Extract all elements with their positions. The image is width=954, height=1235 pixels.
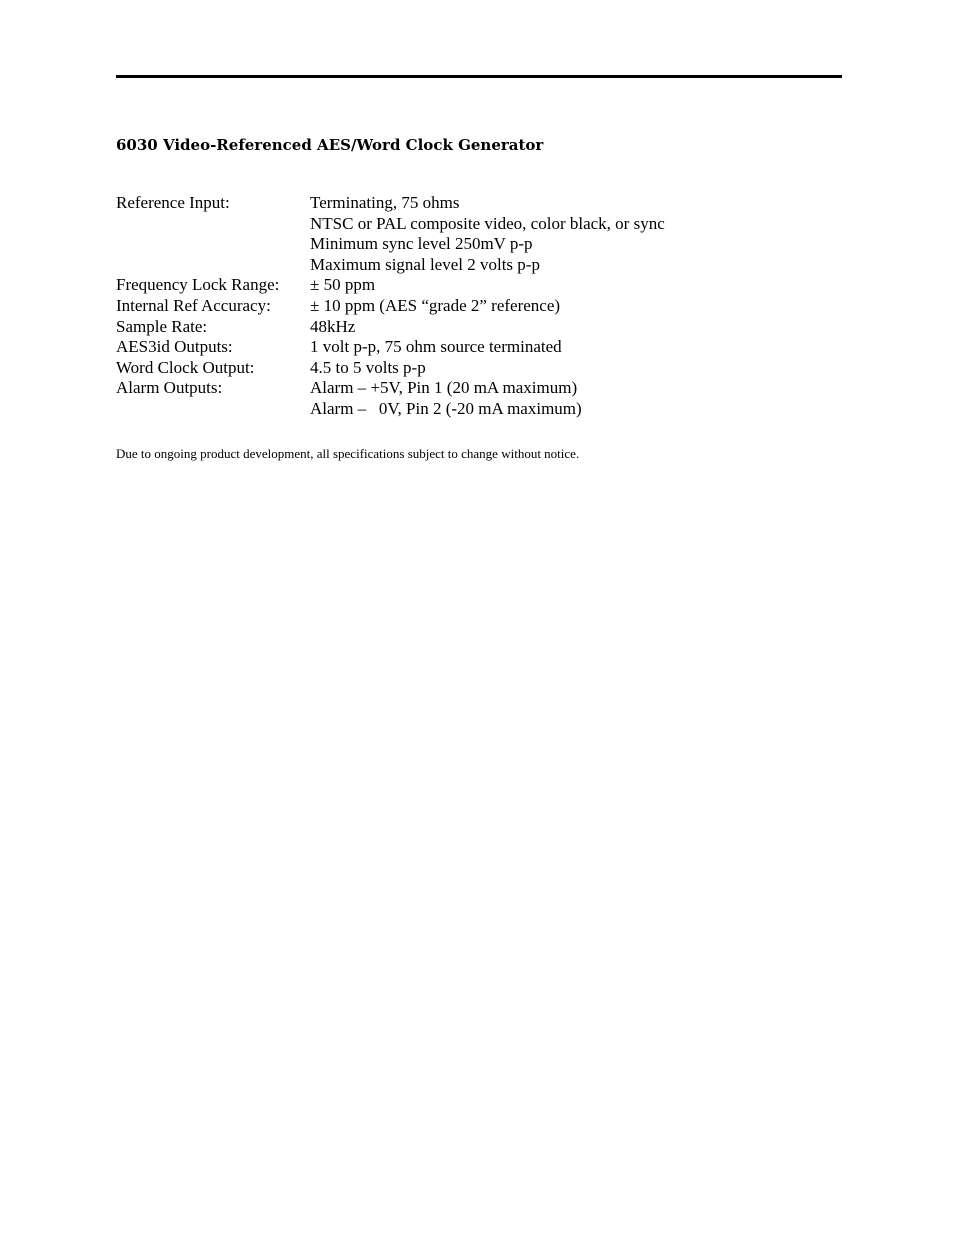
spec-row-internal-ref-accuracy [116, 296, 796, 317]
spec-row-word-clock-output [116, 358, 796, 379]
spec-value: 4.5 to 5 volts p-p [310, 357, 426, 377]
spec-value: Minimum sync level 250mV p-p [310, 234, 533, 254]
spec-label: AES3id Outputs: [116, 337, 233, 357]
top-rule [116, 75, 842, 78]
spec-row-reference-input [116, 193, 796, 275]
spec-value: NTSC or PAL composite video, color black, or sync [310, 213, 665, 233]
spec-row-alarm-outputs [116, 378, 796, 419]
spec-values [310, 275, 796, 296]
footnote: Due to ongoing product development, all specifications subject to change without notice. [116, 446, 580, 461]
spec-value: Alarm – +5V, Pin 1 (20 mA maximum) [310, 378, 578, 398]
spec-value: 48kHz [310, 316, 356, 336]
spec-values [310, 193, 796, 275]
spec-label: Word Clock Output: [116, 357, 255, 377]
spec-value: 1 volt p-p, 75 ohm source terminated [310, 337, 562, 357]
spec-values [310, 317, 796, 338]
spec-table [116, 193, 796, 420]
spec-label: Alarm Outputs: [116, 378, 223, 398]
spec-label: Internal Ref Accuracy: [116, 295, 271, 315]
spec-value: Maximum signal level 2 volts p-p [310, 254, 540, 274]
spec-values [310, 378, 796, 419]
spec-label: Frequency Lock Range: [116, 275, 280, 295]
spec-value: ± 10 ppm (AES “grade 2” reference) [310, 295, 561, 315]
spec-row-frequency-lock-range [116, 275, 796, 296]
section-title: 6030 Video-Referenced AES/Word Clock Generator [116, 136, 544, 154]
spec-label: Sample Rate: [116, 316, 208, 336]
spec-row-aes3id-outputs [116, 337, 796, 358]
spec-value: Alarm – 0V, Pin 2 (-20 mA maximum) [310, 398, 582, 418]
spec-values [310, 296, 796, 317]
spec-label: Reference Input: [116, 193, 230, 212]
spec-values [310, 358, 796, 379]
spec-values [310, 337, 796, 358]
spec-row-sample-rate [116, 317, 796, 338]
spec-value: Terminating, 75 ohms [310, 193, 460, 212]
spec-value: ± 50 ppm [310, 275, 376, 295]
